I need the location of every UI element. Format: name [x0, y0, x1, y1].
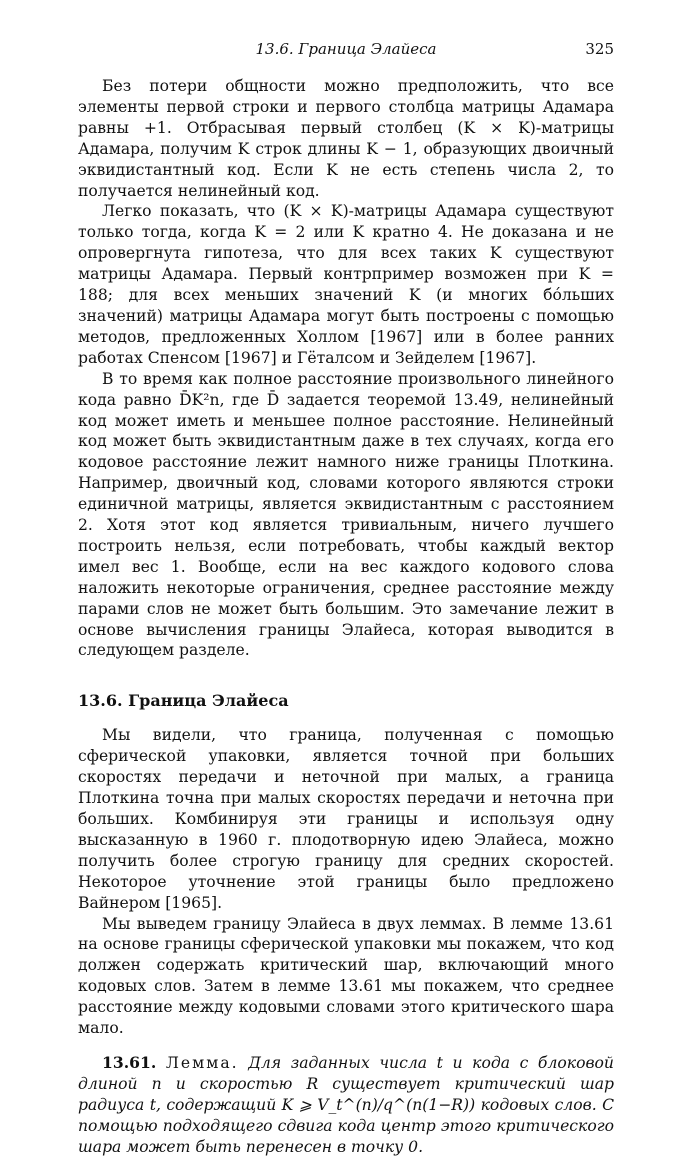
paragraph-bounds-comparison: Мы видели, что граница, полученная с помощью сферической упаковки, является точной при больших скоростях передачи и неточной при малых, а граница Плоткина точна при малых скоростях передачи и неточна при больших. Комбинируя эти границы и используя одну высказанную в 1960 г. плодотворную идею Элайеса, можно получить более строгую границу для средних скоростей. Некоторое уточнение этой границы было предложено Вайнером [1965].	[78, 726, 614, 912]
main-text	[78, 76, 614, 1158]
section-heading: 13.6. Граница Элайеса	[78, 691, 289, 711]
paragraph-hadamard-rows: Без потери общности можно предположить, что все элементы первой строки и первого столбца матрицы Адамара равны +1. Отбрасывая первый столбец (K × K)-матрицы Адамара, получим K строк длины K − 1, образующих двоичный эквидистантный код. Если K не есть степень числа 2, то получается нелинейный код.	[78, 77, 614, 200]
page-header	[78, 40, 614, 64]
lemma-statement: Для заданных числа t и кода с блоковой длиной n и скоростью R существует критический шар радиуса t, содержащий K ⩾ V_t^(n)/q^(n(1−R)) кодовых слов. С помощью подходящего сдвига кода центр этого критического шара может быть перенесен в точку 0.	[78, 1053, 614, 1156]
paragraph-total-distance: В то время как полное расстояние произвольного линейного кода равно D̄K²n, где D̄ задается теоремой 13.49, нелинейный код может иметь и меньшее полное расстояние. Нелинейный код может быть эквидистантным даже в тех случаях, когда его кодовое расстояние лежит намного ниже границы Плоткина. Например, двоичный код, словами которого являются строки единичной матрицы, является эквидистантным с расстоянием 2. Хотя этот код является тривиальным, ничего лучшего построить нельзя, если потребовать, чтобы каждый вектор имел вес 1. Вообще, если на вес каждого кодового слова наложить некоторые ограничения, среднее расстояние между парами слов не может быть большим. Это замечание лежит в основе вычисления границы Элайеса, которая выводится в следующем разделе.	[78, 369, 614, 660]
paragraph-hadamard-existence: Легко показать, что (K × K)-матрицы Адамара существуют только тогда, когда K = 2 или K кратно 4. Не доказана и не опровергнута гипотеза, что для всех таких K существуют матрицы Адамара. Первый контрпример возможен при K = 188; для всех меньших значений K (и многих бо́льших значений) матрицы Адамара могут быть построены с помощью методов, предложенных Холлом [1967] или в более ранних работах Спенсом [1967] и Гёталсом и Зейделем [1967].	[78, 202, 614, 367]
paragraph-two-lemmas: Мы выведем границу Элайеса в двух леммах. В лемме 13.61 на основе границы сферической упаковки мы покажем, что код должен содержать критический шар, включающий много кодовых слов. Затем в лемме 13.61 мы покажем, что среднее расстояние между кодовыми словами этого критического шара мало.	[78, 914, 614, 1038]
lemma-block	[78, 1053, 614, 1158]
page-number: 325	[585, 40, 614, 58]
running-title: 13.6. Граница Элайеса	[255, 40, 437, 58]
lemma-number: 13.61.	[102, 1052, 157, 1072]
lemma-word: Лемма.	[165, 1053, 239, 1072]
